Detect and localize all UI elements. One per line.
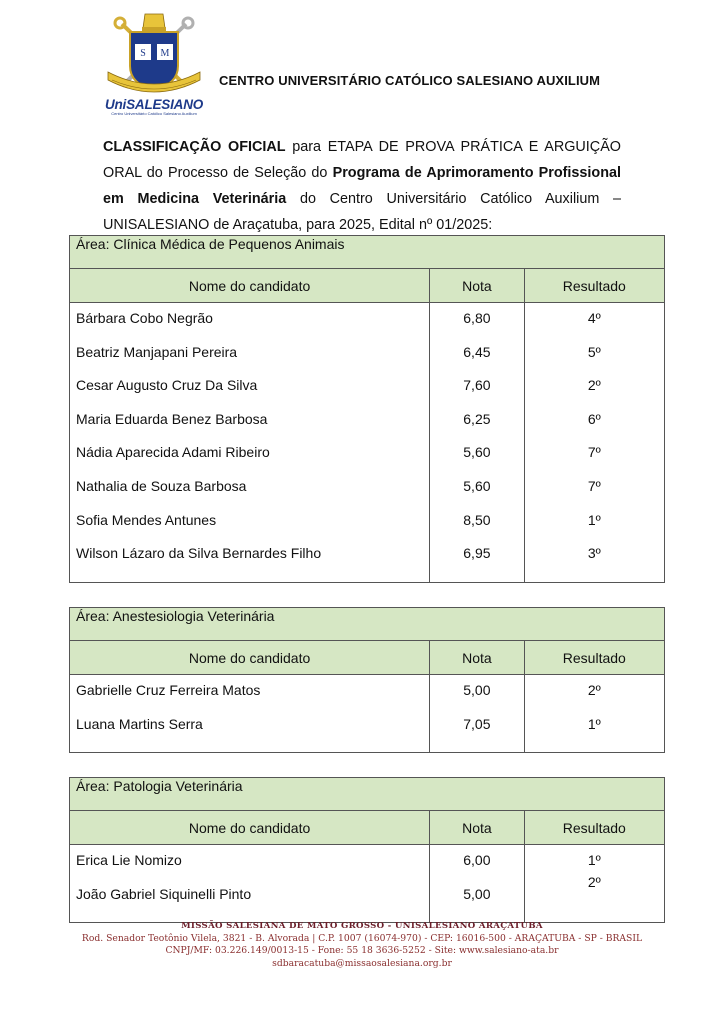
- footer-contact: CNPJ/MF: 03.226.149/0013-15 - Fone: 55 18 3636-5252 - Site: www.salesiano-ata.br: [165, 945, 559, 957]
- svg-text:S: S: [140, 48, 146, 59]
- candidate-resultado: 3º: [587, 545, 601, 562]
- intro-bold-2: Programa de Aprimoramento Profissional em Medicina Veterinária: [103, 165, 622, 207]
- header-resultado: Resultado: [524, 641, 664, 675]
- candidate-resultado: 2º: [587, 682, 601, 698]
- header-nota: Nota: [430, 269, 524, 303]
- results-table-patologia: [69, 777, 665, 923]
- candidate-resultado: 5º: [587, 343, 601, 360]
- candidate-nota: 5,00: [463, 885, 491, 902]
- candidate-nota: 6,00: [463, 852, 491, 868]
- candidate-name: Nathalia de Souza Barbosa: [76, 477, 247, 494]
- results-table-anestesiologia: [69, 607, 665, 753]
- area-row: [70, 608, 665, 641]
- candidate-resultado: 7º: [587, 477, 601, 494]
- nota-column: [430, 303, 524, 583]
- candidate-name: Sofia Mendes Antunes: [76, 511, 217, 528]
- candidate-resultado: 1º: [587, 511, 601, 528]
- nota-column: [430, 845, 524, 923]
- intro-paragraph: [103, 134, 621, 238]
- area-title: Área: Patologia Veterinária: [70, 778, 665, 811]
- institution-title: CENTRO UNIVERSITÁRIO CATÓLICO SALESIANO AUXILIUM: [219, 73, 601, 88]
- candidate-resultado: 1º: [587, 715, 601, 732]
- candidate-nota: 7,60: [463, 377, 491, 394]
- candidate-name: Bárbara Cobo Negrão: [76, 310, 213, 326]
- resultado-column: [524, 845, 664, 923]
- header-resultado: Resultado: [524, 811, 664, 845]
- results-table-clinica: [69, 235, 665, 583]
- header-resultado: Resultado: [524, 269, 664, 303]
- candidate-nota: 5,60: [463, 444, 491, 461]
- candidate-name: Wilson Lázaro da Silva Bernardes Filho: [76, 545, 322, 562]
- logo-wordmark: UniSALESIANO: [104, 97, 204, 112]
- intro-text-1: para ETAPA DE PROVA PRÁTICA E ARGUIÇÃO ORAL do Processo de Seleção do: [103, 139, 621, 181]
- footer-organization: MISSÃO SALESIANA DE MATO GROSSO - UNISALESIANO ARAÇATUBA: [181, 921, 543, 931]
- table-body: [70, 675, 665, 753]
- candidate-nota: 6,25: [463, 410, 491, 427]
- candidate-name: Gabrielle Cruz Ferreira Matos: [76, 682, 261, 698]
- header-row: [70, 641, 665, 675]
- header-name: Nome do candidato: [70, 269, 430, 303]
- candidate-resultado: 2º: [587, 874, 601, 890]
- candidate-nota: 6,95: [463, 545, 491, 562]
- logo-subtext: Centro Universitário Católico Salesiano Auxilium: [111, 111, 197, 116]
- area-title: Área: Clínica Médica de Pequenos Animais: [70, 236, 665, 269]
- candidate-resultado: 4º: [587, 310, 601, 326]
- candidate-resultado: 7º: [587, 444, 601, 461]
- footer-address: Rod. Senador Teotônio Vilela, 3821 - B. Alvorada | C.P. 1007 (16074-970) - CEP: 16016-500 - ARAÇATUBA - SP - BRASIL: [81, 932, 643, 944]
- resultado-column: [524, 303, 664, 583]
- candidate-nota: 7,05: [463, 715, 491, 732]
- resultado-column: [524, 675, 664, 753]
- candidate-nota: 5,60: [463, 477, 491, 494]
- candidate-name: João Gabriel Siquinelli Pinto: [76, 885, 252, 902]
- name-column: [70, 303, 430, 583]
- name-column: [70, 845, 430, 923]
- candidate-name: Luana Martins Serra: [76, 715, 203, 732]
- area-row: [70, 236, 665, 269]
- candidate-nota: 6,45: [463, 343, 491, 360]
- candidate-nota: 5,00: [463, 682, 491, 698]
- area-row: [70, 778, 665, 811]
- svg-text:M: M: [160, 48, 170, 59]
- intro-text-2: do Centro Universitário Católico Auxilium – UNISALESIANO de Araçatuba, para 2025, Edital nº 01/2025:: [103, 191, 621, 233]
- candidate-nota: 8,50: [463, 511, 491, 528]
- candidate-resultado: 6º: [587, 410, 601, 427]
- table-body: [70, 845, 665, 923]
- candidate-name: Nádia Aparecida Adami Ribeiro: [76, 444, 270, 461]
- name-column: [70, 675, 430, 753]
- header-row: [70, 811, 665, 845]
- footer: [0, 920, 724, 970]
- table-body: [70, 303, 665, 583]
- area-title: Área: Anestesiologia Veterinária: [70, 608, 665, 641]
- intro-bold-1: CLASSIFICAÇÃO OFICIAL: [103, 139, 286, 155]
- header-nota: Nota: [430, 641, 524, 675]
- nota-column: [430, 675, 524, 753]
- footer-email: sdbaracatuba@missaosalesiana.org.br: [272, 957, 452, 969]
- candidate-resultado: 1º: [587, 852, 601, 868]
- candidate-name: Maria Eduarda Benez Barbosa: [76, 410, 268, 427]
- header-nota: Nota: [430, 811, 524, 845]
- header-name: Nome do candidato: [70, 641, 430, 675]
- candidate-name: Beatriz Manjapani Pereira: [76, 343, 238, 360]
- candidate-resultado: 2º: [587, 377, 601, 394]
- header-name: Nome do candidato: [70, 811, 430, 845]
- header-row: [70, 269, 665, 303]
- candidate-name: Cesar Augusto Cruz Da Silva: [76, 377, 258, 394]
- candidate-nota: 6,80: [463, 310, 491, 326]
- candidate-name: Erica Lie Nomizo: [76, 852, 182, 868]
